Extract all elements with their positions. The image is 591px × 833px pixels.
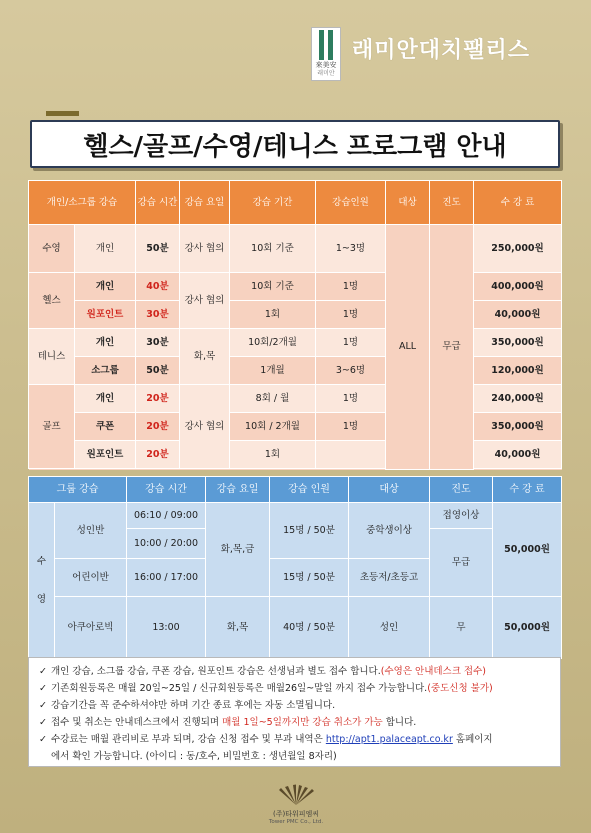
col-header-fee: 수 강 료 [474,181,562,225]
col-header-time: 강습 시간 [136,181,180,225]
page-title: 헬스/골프/수영/테니스 프로그램 안내 [83,131,507,162]
lesson-time: 30분 [136,301,180,329]
sport-swim: 수영 [29,225,75,273]
notice-item [39,714,552,731]
class-target: 성인 [349,597,430,659]
lesson-people: 1~3명 [316,225,386,273]
col-header-target: 대상 [386,181,430,225]
logo-mark-icon [319,30,333,60]
notice-highlight: (중도신청 불가) [427,683,493,694]
lesson-people [316,441,386,469]
lesson-time: 20분 [136,385,180,413]
lesson-time: 40분 [136,273,180,301]
col-header-period: 강습 기간 [230,181,316,225]
notice-box [28,657,561,767]
notice-item [39,731,552,748]
lesson-days: 강사 협의 [180,385,230,469]
group-lesson-table [28,476,562,659]
sport-swim-group [29,503,55,659]
lesson-fee: 350,000원 [474,329,562,357]
class-days: 화,목 [206,597,270,659]
check-icon: ✓ [39,700,47,711]
lesson-time: 20분 [136,441,180,469]
class-people: 15명 / 50분 [270,559,349,597]
sport-tennis: 테니스 [29,329,75,385]
lesson-type: 개인 [75,273,136,301]
lesson-days: 화,목 [180,329,230,385]
brand-logo [311,27,341,81]
notice-highlight: 매월 1일~5일까지만 강습 취소가 가능 [222,717,383,728]
lesson-people: 1명 [316,329,386,357]
class-progress: 접영이상 [430,503,493,529]
logo-hanja: 來美安 [315,61,337,69]
lesson-type: 개인 [75,385,136,413]
lesson-type: 원포인트 [75,301,136,329]
check-icon: ✓ [39,734,47,745]
check-icon: ✓ [39,717,47,728]
col-header-group: 그룹 강습 [29,477,127,503]
fan-logo-icon [269,784,323,806]
lesson-type: 원포인트 [75,441,136,469]
notice-text: 수강료는 매월 관리비로 부과 되며, 강습 신청 접수 및 부과 내역은 [50,734,323,745]
lesson-people: 1명 [316,385,386,413]
sport-health: 헬스 [29,273,75,329]
progress-cell: 무급 [430,225,474,470]
table-row [29,273,562,301]
logo-korean: 래미안 [317,70,335,77]
lesson-period: 1개월 [230,357,316,385]
lesson-period: 8회 / 월 [230,385,316,413]
lesson-days: 강사 협의 [180,273,230,329]
class-people: 40명 / 50분 [270,597,349,659]
notice-text: 에서 확인 가능합니다. (아이디 : 동/호수, 비밀번호 : 생년월일 8자리) [51,751,337,762]
class-time: 10:00 / 20:00 [127,529,206,559]
lesson-fee: 350,000원 [474,413,562,441]
lesson-time: 30분 [136,329,180,357]
lesson-fee: 250,000원 [474,225,562,273]
company-name: (주)타워피엠씨 [272,810,320,818]
sport-char: 영 [36,593,47,605]
col-header-progress: 진도 [430,181,474,225]
lesson-people: 1명 [316,273,386,301]
notice-item [39,697,552,714]
col-header-target: 대상 [349,477,430,503]
sport-golf: 골프 [29,385,75,469]
class-kids: 어린이반 [55,559,127,597]
class-aqua: 아쿠아로빅 [55,597,127,659]
lesson-type: 쿠폰 [75,413,136,441]
table-row [29,225,562,273]
lesson-type: 개인 [75,329,136,357]
lesson-fee: 40,000원 [474,441,562,469]
col-header-days: 강습 요일 [206,477,270,503]
class-people: 15명 / 50분 [270,503,349,559]
class-fee: 50,000원 [493,503,562,597]
lesson-time: 50분 [136,357,180,385]
lesson-period: 1회 [230,441,316,469]
lesson-period: 10회 기준 [230,225,316,273]
check-icon: ✓ [39,683,47,694]
homepage-link[interactable]: http://apt1.palaceapt.co.kr [325,734,453,745]
check-icon: ✓ [39,666,47,677]
table-row [29,503,562,529]
table-row [29,357,562,385]
notice-text: 접수 및 취소는 안내데스크에서 진행되며 [50,717,220,728]
lesson-fee: 40,000원 [474,301,562,329]
class-days: 화,목,금 [206,503,270,597]
table-row [29,329,562,357]
accent-bar [46,111,79,116]
col-header-time: 강습 시간 [127,477,206,503]
company-name-en: Tower PMC Co., Ltd. [268,819,324,825]
target-cell: ALL [386,225,430,470]
lesson-fee: 120,000원 [474,357,562,385]
class-progress: 무 [430,597,493,659]
col-header-lesson: 개인/소그룹 강습 [29,181,136,225]
col-header-people: 강습 인원 [270,477,349,503]
table-row [29,301,562,329]
page-title-box [30,120,560,168]
lesson-fee: 240,000원 [474,385,562,413]
notice-text: 합니다. [385,717,417,728]
class-time: 13:00 [127,597,206,659]
notice-text: 기존회원등록은 매월 20일~25일 / 신규회원등록은 매월26일~말일 까지 접수 가능합니다. [50,683,428,694]
lesson-people: 1명 [316,301,386,329]
sport-char: 수 [36,555,47,567]
table-row [29,441,562,469]
class-fee: 50,000원 [493,597,562,659]
notice-item [39,680,552,697]
footer-logo [268,784,324,826]
class-progress: 무급 [430,529,493,597]
class-time: 06:10 / 09:00 [127,503,206,529]
col-header-fee: 수 강 료 [493,477,562,503]
notice-item [39,748,552,765]
lesson-time: 50분 [136,225,180,273]
class-adult: 성인반 [55,503,127,559]
notice-highlight: (수영은 안내데스크 접수) [380,666,486,677]
notice-text: 개인 강습, 소그룹 강습, 쿠폰 강습, 원포인트 강습은 선생님과 별도 접수 합니다. [50,666,381,677]
lesson-days: 강사 협의 [180,225,230,273]
notice-text: 강습기간을 꼭 준수하셔야만 하며 기간 종료 후에는 자동 소멸됩니다. [50,700,336,711]
notice-item [39,663,552,680]
col-header-days: 강습 요일 [180,181,230,225]
lesson-period: 10회 / 2개월 [230,413,316,441]
lesson-period: 1회 [230,301,316,329]
lesson-time: 20분 [136,413,180,441]
personal-lesson-table [28,180,562,470]
col-header-progress: 진도 [430,477,493,503]
table-row [29,385,562,413]
col-header-people: 강습인원 [316,181,386,225]
lesson-period: 10회/2개월 [230,329,316,357]
lesson-type: 개인 [75,225,136,273]
group-header-row [29,477,562,503]
brand-name: 래미안대치팰리스 [352,38,531,63]
lesson-type: 소그룹 [75,357,136,385]
class-target: 중학생이상 [349,503,430,559]
notice-text: 홈페이지 [455,734,493,745]
lesson-period: 10회 기준 [230,273,316,301]
table-row [29,413,562,441]
personal-header-row [29,181,562,225]
table-row [29,597,562,659]
lesson-people: 1명 [316,413,386,441]
class-target: 초등저/초등고 [349,559,430,597]
lesson-fee: 400,000원 [474,273,562,301]
lesson-people: 3~6명 [316,357,386,385]
class-time: 16:00 / 17:00 [127,559,206,597]
